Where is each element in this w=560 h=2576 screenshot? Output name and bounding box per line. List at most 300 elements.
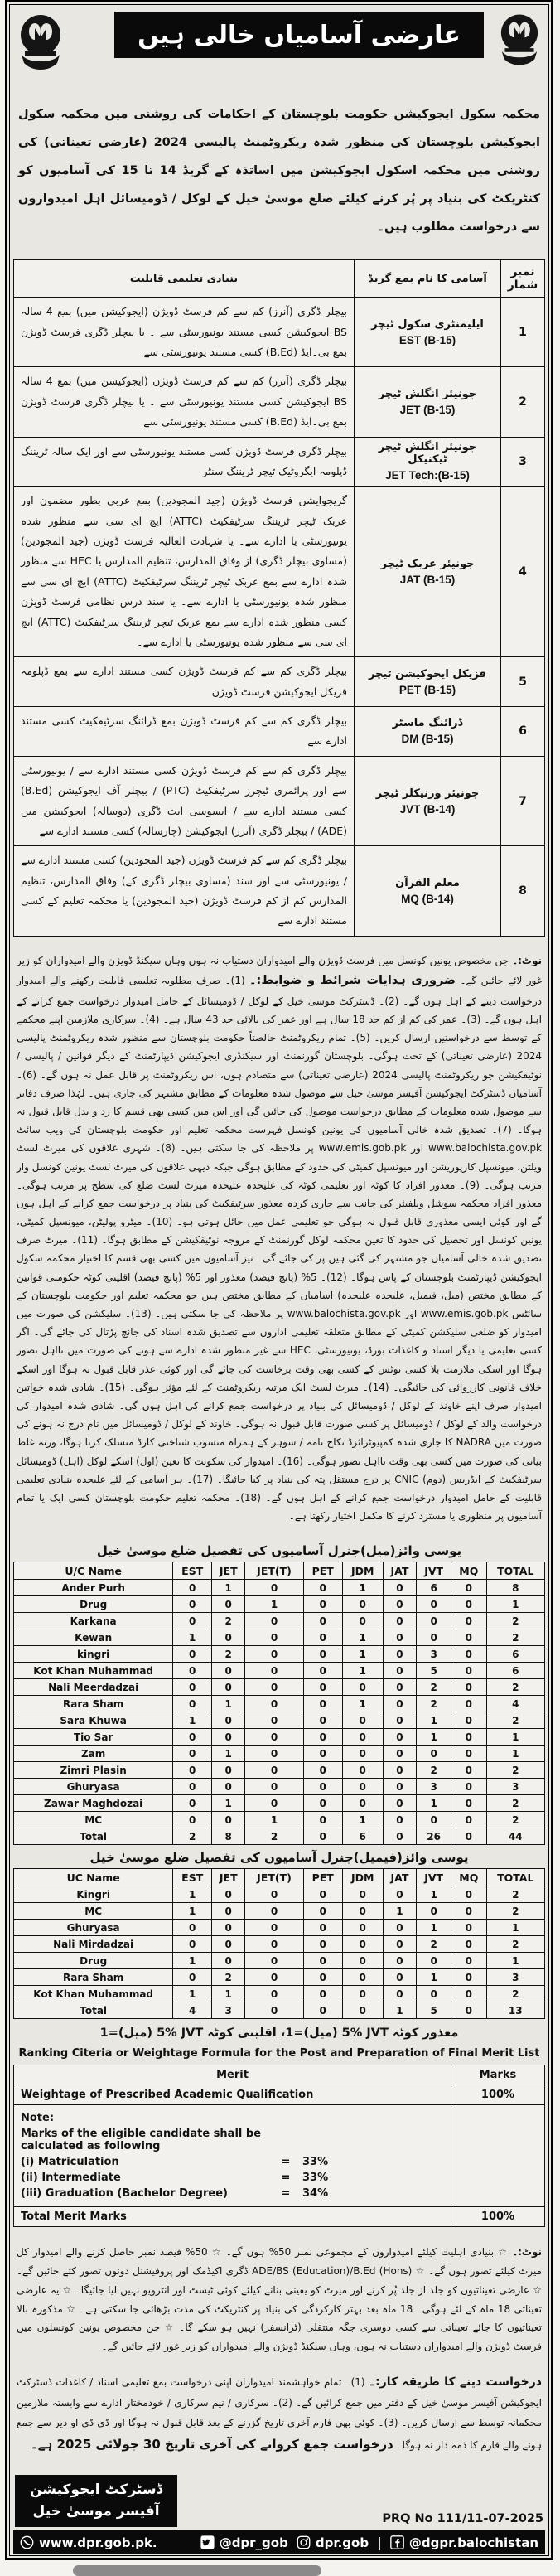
position-code: EST (B-15) [398, 333, 456, 346]
uc-column-header: JAT [383, 1869, 417, 1886]
uc-count-cell: 0 [342, 1903, 383, 1920]
uc-count-cell: 0 [303, 2002, 342, 2019]
uc-name-cell: Rara Sham [14, 1969, 173, 1986]
uc-count-cell: 0 [451, 1986, 486, 2002]
uc-count-cell: 0 [383, 1663, 417, 1679]
uc-count-cell: 0 [417, 1812, 451, 1828]
uc-count-cell: 0 [383, 1969, 417, 1986]
col-qualification-header: بنیادی تعلیمی قابلیت [14, 260, 355, 298]
social-twitter [200, 2535, 288, 2550]
uc-count-cell: 0 [417, 1629, 451, 1646]
uc-count-cell: 1 [486, 1596, 545, 1613]
uc-count-cell: 0 [245, 1986, 303, 2002]
uc-count-cell: 0 [342, 1779, 383, 1795]
uc-count-cell: 8 [212, 1828, 245, 1845]
uc-count-cell: 0 [451, 1936, 486, 1953]
uc-count-cell: 1 [212, 1986, 245, 2002]
uc-column-header: MQ [451, 1869, 486, 1886]
uc-count-cell: 1 [212, 1795, 245, 1812]
uc-count-cell: 0 [173, 1779, 212, 1795]
uc-count-cell: 0 [342, 1729, 383, 1746]
uc-count-cell: 0 [212, 1903, 245, 1920]
merit-label: Weightage of Prescribed Academic Qualification [14, 2085, 451, 2105]
uc-count-cell: 0 [417, 1596, 451, 1613]
social-separator: | [377, 2535, 382, 2551]
uc-name-cell: Kot Khan Muhammad [14, 1986, 173, 2002]
uc-count-cell: 0 [451, 1779, 486, 1795]
uc-count-cell: 0 [303, 1795, 342, 1812]
uc-count-cell: 0 [303, 1746, 342, 1762]
position-name-urdu: جونیئر ورنیکلر ٹیچر [375, 787, 480, 800]
uc-count-cell: 0 [245, 1936, 303, 1953]
uc-count-cell: 0 [342, 1679, 383, 1696]
position-serial: 4 [501, 487, 545, 657]
uc-row [14, 1779, 545, 1795]
positions-header-row [14, 260, 545, 298]
uc-count-cell: 0 [451, 1613, 486, 1629]
uc-column-header: EST [173, 1562, 212, 1580]
merit-note-row [14, 2105, 545, 2207]
uc-header-row [14, 1869, 545, 1886]
uc-count-cell: 0 [212, 1762, 245, 1779]
social-facebook-text: @dgpr.balochistan [408, 2535, 538, 2550]
position-qualification: بیچلر ڈگری (آنرز) کم سے کم فرسٹ ڈویژن (ایجوکیشن میں) بمع 4 سالہ BS ایجوکیشن کسی مستند یونیورسٹی سے ۔ یا بیچلر ڈگری فرسٹ ڈویژن بمع بی۔ایڈ (B.Ed) کسی مستند یونیورسٹی سے [14, 367, 355, 437]
position-code: JET Tech:(B-15) [385, 469, 470, 482]
position-row [14, 298, 545, 367]
position-code: MQ (B-14) [401, 893, 454, 906]
uc-row [14, 1613, 545, 1629]
position-post-cell [355, 437, 501, 487]
uc-total-row [14, 1828, 545, 1845]
position-code: JAT (B-15) [399, 573, 456, 586]
uc-count-cell: 0 [212, 1812, 245, 1828]
position-row [14, 707, 545, 757]
male-uc-table [13, 1562, 545, 1845]
position-name-urdu: جونیئر عربک ٹیچر [380, 557, 475, 570]
merit-col-header: Merit [14, 2065, 451, 2085]
uc-count-cell: 0 [451, 1920, 486, 1936]
uc-name-cell: Ander Purh [14, 1580, 173, 1596]
footer [13, 2472, 545, 2530]
uc-count-cell: 0 [451, 1646, 486, 1663]
uc-count-cell: 0 [303, 1629, 342, 1646]
social-facebook [390, 2535, 538, 2550]
uc-count-cell: 0 [303, 1580, 342, 1596]
uc-name-cell: Kingri [14, 1886, 173, 1903]
uc-row [14, 1712, 545, 1729]
uc-count-cell: 0 [212, 1679, 245, 1696]
uc-count-cell: 0 [383, 1886, 417, 1903]
position-name-urdu: ڈرائنگ ماسٹر [392, 717, 463, 730]
prq-number: PRQ No 111/11-07-2025 [382, 2512, 543, 2526]
instagram-icon [297, 2535, 311, 2549]
uc-count-cell: 0 [245, 1646, 303, 1663]
uc-count-cell: 0 [342, 1920, 383, 1936]
uc-row [14, 1629, 545, 1646]
uc-count-cell: 0 [417, 1986, 451, 2002]
uc-name-cell: Drug [14, 1596, 173, 1613]
uc-count-cell: 26 [417, 1828, 451, 1845]
uc-count-cell: 2 [486, 1712, 545, 1729]
uc-count-cell: 0 [451, 1903, 486, 1920]
position-qualification: بیچلر ڈگری کم سے کم فرسٹ ڈویژن بمع ڈرائنگ سرٹیفکیٹ کسی مستند ادارے سے [14, 707, 355, 757]
uc-count-cell: 1 [212, 1696, 245, 1712]
uc-count-cell: 0 [212, 1629, 245, 1646]
uc-count-cell: 0 [417, 1746, 451, 1762]
uc-count-cell: 0 [303, 1679, 342, 1696]
uc-count-cell: 0 [303, 1712, 342, 1729]
position-row [14, 846, 545, 937]
uc-count-cell: 1 [342, 1663, 383, 1679]
uc-count-cell: 1 [342, 1812, 383, 1828]
position-code: PET (B-15) [398, 683, 456, 696]
merit-header-row [14, 2065, 545, 2085]
uc-count-cell: 8 [486, 1580, 545, 1596]
uc-count-cell: 0 [173, 1729, 212, 1746]
uc-name-cell: Nali Meerdadzai [14, 1679, 173, 1696]
uc-name-cell: Zam [14, 1746, 173, 1762]
uc-count-cell: 0 [342, 1886, 383, 1903]
uc-name-cell: Karkana [14, 1613, 173, 1629]
uc-count-cell: 44 [486, 1828, 545, 1845]
position-post-cell [355, 657, 501, 707]
merit-note-cell [14, 2105, 451, 2207]
uc-count-cell: 0 [245, 1795, 303, 1812]
equals-sign: = [281, 2187, 291, 2201]
merit-note-line [21, 2172, 444, 2184]
uc-count-cell: 1 [417, 1795, 451, 1812]
uc-count-cell: 0 [212, 1729, 245, 1746]
uc-count-cell: 0 [245, 1920, 303, 1936]
uc-row [14, 1812, 545, 1828]
position-code: JVT (B-14) [399, 802, 456, 816]
uc-count-cell: 3 [417, 1646, 451, 1663]
uc-count-cell: 6 [486, 1663, 545, 1679]
uc-row [14, 1920, 545, 1936]
uc-count-cell: 0 [173, 1762, 212, 1779]
uc-count-cell: 0 [342, 2002, 383, 2019]
uc-count-cell: 3 [486, 1969, 545, 1986]
position-post-cell [355, 846, 501, 937]
uc-count-cell: 0 [383, 1746, 417, 1762]
male-table-title: یوسی وائز(میل)جنرل آسامیوں کی تفصیل ضلع موسیٰ خیل [96, 1543, 462, 1559]
uc-count-cell: 0 [245, 1613, 303, 1629]
social-instagram-text: dpr.gob [315, 2535, 369, 2550]
uc-count-cell: 0 [245, 1629, 303, 1646]
merit-total-label: Total Merit Marks [14, 2207, 451, 2227]
uc-count-cell: 4 [486, 1696, 545, 1712]
position-name-urdu: فزیکل ایجوکیشن ٹیچر [369, 667, 486, 680]
uc-count-cell: 0 [173, 1746, 212, 1762]
uc-row [14, 1663, 545, 1679]
position-qualification: بیچلر ڈگری کم سے کم فرسٹ ڈویژن کسی مستند ادارے سے بمع ڈپلومہ فزیکل ایجوکیشن فرسٹ ڈویژن [14, 657, 355, 707]
position-row [14, 367, 545, 437]
uc-count-cell: 1 [212, 1580, 245, 1596]
uc-count-cell: 0 [383, 1696, 417, 1712]
instructions-block [13, 947, 545, 1528]
merit-note-line [21, 2187, 444, 2200]
uc-count-cell: 0 [451, 1886, 486, 1903]
instructions-heading: ضروری ہدایات شرائط و ضوابط:۔ [249, 974, 456, 987]
uc-count-cell: 2 [486, 1679, 545, 1696]
uc-row [14, 1903, 545, 1920]
positions-table [13, 259, 545, 937]
uc-count-cell: 0 [417, 1613, 451, 1629]
uc-count-cell: 6 [342, 1828, 383, 1845]
uc-row [14, 1936, 545, 1953]
uc-name-cell: Kewan [14, 1629, 173, 1646]
position-name-urdu: جونیئر انگلش ٹیچر ٹیکنیکل [378, 441, 477, 467]
uc-name-cell: Ghuryasa [14, 1779, 173, 1795]
position-row [14, 487, 545, 657]
position-post-cell [355, 298, 501, 367]
position-serial: 5 [501, 657, 545, 707]
uc-name-cell: Kot Khan Muhammad [14, 1663, 173, 1679]
marks-col-header: Marks [451, 2065, 545, 2085]
uc-count-cell: 13 [486, 2002, 545, 2019]
uc-count-cell: 0 [342, 1953, 383, 1969]
merit-marks: 100% [451, 2085, 545, 2105]
uc-column-header: TOTAL [486, 1562, 545, 1580]
uc-count-cell: 0 [245, 1663, 303, 1679]
uc-column-header: JVT [417, 1869, 451, 1886]
uc-column-header: UC Name [14, 1869, 173, 1886]
uc-count-cell: 0 [173, 1679, 212, 1696]
uc-count-cell: 0 [451, 1953, 486, 1969]
uc-count-cell: 0 [173, 1795, 212, 1812]
uc-count-cell: 0 [451, 1679, 486, 1696]
signature-line1: ڈسٹرکٹ ایجوکیشن [30, 2482, 163, 2499]
uc-count-cell: 0 [173, 1920, 212, 1936]
uc-row [14, 1762, 545, 1779]
position-name-urdu: جونیئر انگلش ٹیچر [378, 388, 477, 400]
position-row [14, 437, 545, 487]
uc-count-cell: 0 [245, 1953, 303, 1969]
uc-count-cell: 0 [303, 1779, 342, 1795]
procedure-heading: درخواست دینے کا طریقہ کار:۔ [368, 2375, 542, 2390]
website-icon [20, 2535, 34, 2549]
uc-count-cell: 0 [342, 1795, 383, 1812]
uc-name-cell: Zimri Plasin [14, 1762, 173, 1779]
uc-count-cell: 2 [212, 1969, 245, 1986]
uc-row [14, 1729, 545, 1746]
uc-name-cell: MC [14, 1812, 173, 1828]
uc-count-cell: 3 [417, 1779, 451, 1795]
uc-count-cell: 2 [245, 1828, 303, 1845]
uc-name-cell: Rara Sham [14, 1696, 173, 1712]
merit-row-qualification [14, 2085, 545, 2105]
uc-count-cell: 1 [417, 1712, 451, 1729]
uc-count-cell: 0 [245, 1729, 303, 1746]
uc-column-header: JVT [417, 1562, 451, 1580]
note-label: نوٹ:۔ [512, 954, 542, 966]
merit-total-row [14, 2207, 545, 2227]
uc-count-cell: 0 [417, 1903, 451, 1920]
merit-note-line [21, 2112, 444, 2124]
uc-count-cell: 0 [342, 1986, 383, 2002]
uc-count-cell: 0 [303, 1696, 342, 1712]
uc-count-cell: 0 [173, 1663, 212, 1679]
uc-count-cell: 5 [417, 1663, 451, 1679]
uc-count-cell: 0 [245, 2002, 303, 2019]
uc-count-cell: 0 [245, 1712, 303, 1729]
government-crest-icon [15, 10, 66, 78]
uc-row [14, 1986, 545, 2002]
uc-count-cell: 0 [451, 2002, 486, 2019]
ranking-title: Ranking Citeria or Weightage Formula for the Post and Preparation of Final Merit List [18, 2047, 540, 2060]
uc-count-cell: 2 [486, 1613, 545, 1629]
uc-count-cell: 0 [245, 1696, 303, 1712]
uc-count-cell: 0 [451, 1812, 486, 1828]
equals-sign: = [281, 2172, 291, 2185]
position-qualification: گریجوایشن فرسٹ ڈویژن (جید المجودین) بمع عربی بطور مضمون اور عربک ٹیچر ٹریننگ سرٹیفکیٹ (ATTC) ایچ ای سی سے منظور شدہ یونیورسٹی یا ادارے سے۔ یا شہادت العالیہ فرسٹ ڈویژن (جید المجودین) (مساوی بیچلر ڈگری) از وفاق المدارس، تنظیم المدارس یا HEC سے منظور شدہ ادارے سے بمع عربک ٹیچر ٹریننگ سرٹیفکیٹ (ATTC) ایچ ای سی سے منظور شدہ یونیورسٹی یا ادارے سے۔ یا سند درس نظامی فرسٹ ڈویژن کسی منظور شدہ ادارے سے بمع عربک ٹیچر ٹریننگ سرٹیفکیٹ (ATTC) ایچ ای سی سے منظور شدہ یونیورسٹی یا ادارے سے۔ [14, 487, 355, 657]
uc-row [14, 1795, 545, 1812]
position-code: JET (B-15) [399, 404, 456, 416]
uc-count-cell: 0 [383, 1986, 417, 2002]
position-row [14, 657, 545, 707]
uc-column-header: JET [212, 1562, 245, 1580]
uc-row [14, 1746, 545, 1762]
uc-count-cell: 0 [173, 1812, 212, 1828]
quota-line: معذور کوٹہ ‎5% JVT‎ (میل)=1، اقلیتی کوٹہ ‎5% JVT‎ (میل)=1 [99, 2026, 459, 2041]
uc-count-cell: 0 [451, 1712, 486, 1729]
uc-count-cell: 1 [486, 1953, 545, 1969]
position-name-urdu: ایلیمنٹری سکول ٹیچر [371, 317, 484, 331]
application-procedure [13, 2368, 545, 2462]
uc-count-cell: 0 [383, 1812, 417, 1828]
uc-count-cell: 0 [303, 1663, 342, 1679]
position-qualification: بیچلر ڈگری فرسٹ ڈویژن کسی مستند یونیورسٹی سے اور ایک سالہ ٹریننگ ڈپلومہ ایگروٹیک ٹیچر ٹریننگ سنٹر [14, 437, 355, 487]
uc-count-cell: 0 [173, 1596, 212, 1613]
uc-count-cell: 0 [245, 1762, 303, 1779]
position-qualification: بیچلر ڈگری کم سے کم فرسٹ ڈویژن (جید المجودین) کسی مستند ادارے سے / یونیورسٹی سے اور سند (مساوی بیچلر ڈگری کے) وفاق المدارس، تنظیم المدارس کم از کم فرسٹ ڈویژن (جید المجودین) یا محکمہ تعلیم کے کسی مستند ادارے سے [14, 846, 355, 937]
uc-name-cell: Ghuryasa [14, 1920, 173, 1936]
uc-count-cell: 0 [245, 1746, 303, 1762]
uc-name-cell: MC [14, 1903, 173, 1920]
uc-count-cell: 0 [383, 1779, 417, 1795]
advert-frame [5, 0, 553, 2560]
uc-column-header: EST [173, 1869, 212, 1886]
uc-count-cell: 0 [245, 1903, 303, 1920]
uc-count-cell: 2 [486, 1886, 545, 1903]
uc-count-cell: 2 [486, 1812, 545, 1828]
uc-count-cell: 0 [303, 1936, 342, 1953]
uc-count-cell: 0 [173, 1646, 212, 1663]
uc-row [14, 1596, 545, 1613]
position-name-urdu: معلم القرآن [395, 877, 460, 890]
uc-row [14, 1646, 545, 1663]
uc-count-cell: 0 [303, 1646, 342, 1663]
uc-name-cell: Tio Sar [14, 1729, 173, 1746]
uc-count-cell: 0 [245, 1969, 303, 1986]
twitter-icon [200, 2535, 215, 2549]
uc-count-cell: 1 [173, 1953, 212, 1969]
uc-count-cell: 0 [451, 1580, 486, 1596]
position-post-cell [355, 367, 501, 437]
uc-row [14, 1696, 545, 1712]
uc-count-cell: 1 [486, 1920, 545, 1936]
uc-count-cell: 1 [417, 1969, 451, 1986]
position-post-cell [355, 756, 501, 846]
uc-column-header: JET(T) [245, 1562, 303, 1580]
screen-edge-bar [73, 2565, 321, 2576]
uc-count-cell: 0 [383, 1795, 417, 1812]
col-serial-header: نمبر شمار [501, 260, 545, 298]
uc-count-cell: 1 [342, 1696, 383, 1712]
uc-count-cell: 1 [212, 1746, 245, 1762]
uc-header-row [14, 1562, 545, 1580]
uc-count-cell: 0 [451, 1969, 486, 1986]
uc-count-cell: 1 [417, 1886, 451, 1903]
facebook-icon [390, 2535, 404, 2549]
uc-count-cell: 0 [303, 1886, 342, 1903]
uc-column-header: PET [303, 1562, 342, 1580]
header [13, 7, 545, 80]
uc-count-cell: 0 [212, 1886, 245, 1903]
uc-count-cell: 0 [173, 1936, 212, 1953]
uc-count-cell: 0 [173, 1696, 212, 1712]
uc-column-header: TOTAL [486, 1869, 545, 1886]
bottom-note-text: ☆ بنیادی اہلیت کیلئے امیدواروں کے مجموعی نمبر 50% ہوں گے۔ ☆ 50% فیصد نمبر حاصل کرنے والے امیدوار کل میرٹ کیلئے تصور ہوں گے۔ ☆ ADE/BS (Education)/B.Ed (Hons) ڈگری اکیڈمک اور پروفیشنل دونوں تصور کئے جائیں گے۔ ☆ عارضی تعیناتیوں کو جلد از جلد پُر کرنے اور میرٹ کو یقینی بنانے کیلئے کوئی ٹیسٹ اور انٹرویو نہیں لیا جائیگا۔ ☆ یہ عارضی تعیناتی 18 ماہ کے لئے ہوگی۔ 18 ماہ بعد بہتر کارکردگی کی بنیاد پر کنٹریکٹ کی مدت بڑھائی جا سکتی ہے۔ ☆ مذکورہ بالا تعیناتیوں کا جائے تعیناتی سے کسی دوسری جگہ منتقلی (ٹرانسفر) نہیں ہو سکے گا۔ ☆ جن مخصوص یونین کونسلوں میں فرسٹ ڈویژن والے امیدواران دستیاب نہ ہوں، وہاں سیکنڈ ڈویژن والے امیدواران کو زیر غور لائے جائیں گے۔ [17, 2246, 543, 2353]
page-title: عارضی آسامیاں خالی ہیں [138, 20, 461, 50]
position-post-cell [355, 707, 501, 757]
uc-column-header: U/C Name [14, 1562, 173, 1580]
uc-count-cell: 0 [342, 1613, 383, 1629]
uc-count-cell: 0 [303, 1828, 342, 1845]
position-row [14, 756, 545, 846]
merit-note-label: Note: [21, 2112, 55, 2125]
col-post-header: آسامی کا نام بمع گریڈ [355, 260, 501, 298]
uc-count-cell: 0 [451, 1596, 486, 1613]
uc-row [14, 1679, 545, 1696]
merit-note-label: Marks of the eligible candidate shall be calculated as following [21, 2128, 262, 2153]
merit-note-label: (ii) Intermediate [21, 2172, 121, 2185]
social-bar [13, 2530, 545, 2554]
uc-count-cell: 2 [417, 1936, 451, 1953]
uc-count-cell: 0 [383, 1646, 417, 1663]
uc-count-cell: 1 [342, 1646, 383, 1663]
instructions-text: (1)۔ صرف مطلوبہ تعلیمی قابلیت رکھنے والے امیدوار درخواست دینے کے اہل ہوں گے۔ (2)۔ ڈسٹرکٹ موسیٰ خیل کے لوکل / ڈومیسائل کے حامل امیدوار درخواست جمع کرانے کے اہل ہوں گے۔ (3)۔ عمر کی کم از کم حد 18 سال ہے اور عمر کی بالائی حد 43 سال ہے۔ (4)۔ سرکاری ملازمین اپنے محکمے کے توسط سے درخواستیں ارسال کریں۔ (5)۔ تمام ریکروٹمنٹ خالصتاً حکومت بلوچستان سے منظور شدہ ریکروٹمنٹ پالیسی 2024 (عارضی تعیناتی) کے تحت ہوگی۔ بلوچستان گورنمنٹ اور سیکنڈری ایجوکیشن ڈیپارٹمنٹ کے دیگر قوانین / پالیسی / نوٹیفکیشن جو ریکروٹمنٹ پالیسی 2024 (عارضی تعیناتی) سے متصادم ہوں، اس ریکروٹمنٹ پر قابل عمل نہ ہوں گے۔ (6)۔ آسامیاں ڈسٹرکٹ ایجوکیشن آفیسر موسیٰ خیل سے موصول شدہ معلومات کے مطابق مشتہر کی جاری ہیں۔ لہٰذا صرف دفاتر سے موصول شدہ معلومات کے مطابق درخواست موصول کی جائیں گی اور اس میں کسی بھی قسم کا رد و بدل قابل قبول نہ ہوگا۔ (7)۔ تصدیق شدہ خالی آسامیوں کی یونین کونسل فہرست محکمہ تعلیم اور حکومت بلوچستان کی ویب سائٹ www.balochista.gov.pk اور www.emis.gob.pk پر ملاحظہ کی جا سکتی ہیں۔ (8)۔ شہری علاقوں کی میرٹ لسٹ ویلٹن، میونسپل کارپوریشن اور میونسپل کمیٹی کی حدود کے مطابق ہوگی جبکہ دیہی علاقوں کی میرٹ لسٹ یونین کونسل وار مرتب ہوگی۔ (9)۔ معذور افراد کا کوٹہ اور تعلیمی کوٹہ کی علیحدہ علیحدہ میرٹ لسٹ ضلع کی سطح پر مرتب ہوگی۔ معذور افراد محکمہ سوشل ویلفیئر کی جانب سے جاری کردہ معذور سرٹیفکیٹ کی بنیاد پر درخواست جمع کرانے کے اہل ہوں گے اور کوئی ایسی معذوری قابل قبول نہ ہوگی جو تعلیمی عمل میں حائل ہوتی ہو۔ (10)۔ میٹرو پولیٹن، میونسپل کمیٹی، یونین کونسل اور تحصیل کی حدود کا تعین محکمہ لوکل گورنمنٹ کے مروجہ نوٹیفکیشن کے مطابق ہوگا۔ (11)۔ میرٹ صرف تصدیق شدہ خالی آسامیاں جو مشتہر کی گئی ہیں پر کی جائے گی۔ نیز آسامیوں میں کسی بھی قسم کا اختیار محکمہ سکول ایجوکیشن ڈیپارٹمنٹ بلوچستان کے پاس ہوگا۔ (12)۔ 5% (پانچ فیصد) معذور اور 5% (پانچ فیصد) اقلیتی کوٹہ حکومتی قوانین کے مطابق مختص (میل، فیمیل، علیحدہ علیحدہ) آسامیاں کے مطابق مختص ہیں جو محکمہ تعلیم اور حکومت بلوچستان کے سائٹس www.emis.gob.pk اور www.balochista.gov.pk پر ملاحظہ کی جا سکتی ہیں۔ (13)۔ سلیکشن کی صورت میں امیدوار کو ضلعی سلیکشن کمیٹی کے مطابق متعلقہ تعلیمی اداروں سے تصدیق شدہ اسناد کی جانچ پڑتال کی جائے گی۔ اگر کسی تعلیمی یا دیگر اسناد و کاغذات بورڈ، یونیورسٹی، HEC سے غیر منظور شدہ ادارے سے ہونے کی صورت میں نااہل تصور ہوگا اور اسکی ملازمت بلا کسی نوٹس کے کسی بھی وقت برخاست کی جائے گی اور کوئی عذر قابل قبول نہ ہوگا اور اسکے خلاف قانونی کارروائی کی جائیگی۔ (14)۔ میرٹ لسٹ ایک مرتبہ ریکروٹمنٹ کے لئے مؤثر ہوگی۔ (15)۔ شادی شدہ خواتین امیدوار صرف اپنے خاوند کے لوکل / ڈومیسائل کی بنیاد پر درخواست جمع کرانے کی اہل ہوں گی۔ شادی شدہ امیدوار کی درخواست والد کے لوکل / ڈومیسائل پر کسی صورت قابل قبول نہ ہوگی۔ خاوند کے لوکل / ڈومیسائل میں نام درج نہ ہونے کی صورت میں NADRA کا جاری شدہ کمپیوٹرائزڈ نکاح نامہ / شوہر کے ہمراہ منسوب شناختی کارڈ منسلک کرنا ہوگا، ورنہ غلط بیانی کی صورت میں کسی بھی وقت نااہل تصور ہوگی۔ (16)۔ امیدوار کی سکونت کا تعین (اول) اسکے لوکل (اہل) ڈومیسائل سرٹیفکیٹ کے ایڈریس (دوم) CNIC پر درج مستقل پتہ کی بنیاد پر کیا جائیگا۔ (17)۔ ہر آسامی کے لئے علیحدہ بنیادی تعلیمی قابلیت کے حامل امیدوار درخواست جمع کرانے کے اہل ہوں گے۔ (18)۔ محکمہ تعلیم حکومت بلوچستان کسی ایک یا تمام آسامیوں پر منظوری یا مسترد کرنے کا مکمل اختیار رکھتا ہے۔ [17, 975, 543, 1523]
merit-table [13, 2065, 545, 2227]
uc-count-cell: 0 [303, 1729, 342, 1746]
uc-count-cell: 0 [212, 1663, 245, 1679]
merit-note-label: (i) Matriculation [21, 2156, 119, 2169]
position-serial: 8 [501, 846, 545, 937]
uc-name-cell: kingri [14, 1646, 173, 1663]
uc-count-cell: 0 [212, 1953, 245, 1969]
uc-count-cell: 0 [451, 1828, 486, 1845]
uc-count-cell: 0 [212, 1779, 245, 1795]
uc-count-cell: 0 [212, 1936, 245, 1953]
intro-paragraph: محکمہ سکول ایجوکیشن حکومت بلوچستان کے احکامات کی روشنی میں محکمہ سکول ایجوکیشن بلوچستان کی منظور شدہ ریکروٹمنٹ پالیسی 2024 (عارضی تعیناتی) کی روشنی میں محکمہ اسکول ایجوکیشن میں اساتذہ کے گریڈ 14 تا 15 کی آسامیوں کو کنٹریکٹ کی بنیاد پر پُر کرنے کیلئے ضلع موسیٰ خیل کے لوکل / ڈومیسائل اہل امیدواروں سے درخواست مطلوب ہیں۔ [18, 107, 540, 234]
uc-count-cell: 2 [486, 1986, 545, 2002]
uc-row [14, 1580, 545, 1596]
uc-count-cell: 0 [383, 1936, 417, 1953]
uc-count-cell: 4 [173, 2002, 212, 2019]
position-qualification: بیچلر ڈگری (آنرز) کم سے کم فرسٹ ڈویژن (ایجوکیشن میں) بمع 4 سالہ BS ایجوکیشن کسی مستند یونیورسٹی سے ۔ یا بیچلر ڈگری فرسٹ ڈویژن بمع بی۔ایڈ (B.Ed) کسی مستند یونیورسٹی سے [14, 298, 355, 367]
uc-column-header: PET [303, 1869, 342, 1886]
signature-line2: آفیسر موسیٰ خیل [32, 2502, 160, 2520]
merit-note-value: 34% [302, 2187, 329, 2201]
uc-column-header: JAT [383, 1562, 417, 1580]
uc-count-cell: 6 [486, 1646, 545, 1663]
uc-count-cell: 1 [342, 1580, 383, 1596]
uc-count-cell: 0 [303, 1812, 342, 1828]
merit-total-marks: 100% [451, 2207, 545, 2227]
uc-name-cell: Total [14, 1828, 173, 1845]
uc-count-cell: 0 [245, 1679, 303, 1696]
merit-note-value: 33% [302, 2172, 329, 2185]
